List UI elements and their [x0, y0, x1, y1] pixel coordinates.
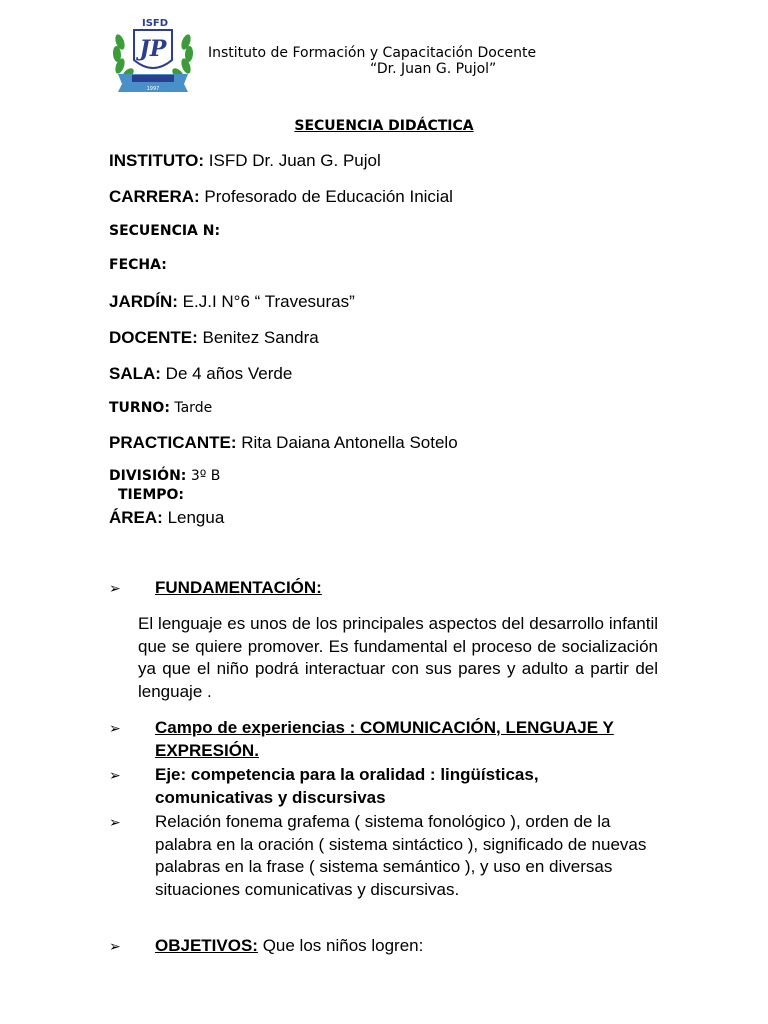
objetivos-text: Que los niños logren: [257, 936, 424, 955]
field-value: Profesorado de Educación Inicial [199, 187, 453, 206]
field-instituto [109, 151, 381, 171]
field-fecha [109, 257, 167, 273]
eje-text: Eje: competencia para la oralidad : lingüísticas, comunicativas y discursivas [155, 765, 539, 807]
isfd-logo [108, 14, 198, 96]
logo-monogram: JP [139, 36, 167, 62]
bullet-arrow-icon: ➢ [109, 767, 121, 783]
field-value: ISFD Dr. Juan G. Pujol [204, 151, 381, 170]
fundamentacion-text: El lenguaje es unos de los principales aspectos del desarrollo infantil que se quiere promover. Es fundamental el proceso de socialización ya que el niño podrá interactuar con sus pares y adulto a partir del lenguaje . [138, 614, 658, 701]
campo-experiencias: Campo de experiencias : COMUNICACIÓN, LENGUAJE Y EXPRESIÓN. [155, 718, 614, 760]
field-value: Benitez Sandra [197, 328, 319, 347]
field-sala [109, 364, 292, 384]
logo-title: ISFD [141, 18, 169, 29]
bullet-arrow-icon: ➢ [109, 938, 121, 954]
field-value: 3º B [186, 468, 221, 484]
field-label: ÁREA: [109, 508, 163, 527]
field-label: SALA: [109, 364, 161, 383]
field-label: JARDÍN: [109, 292, 178, 311]
field-secuencia [109, 223, 220, 239]
field-label: TURNO: [109, 400, 170, 416]
bullet-arrow-icon: ➢ [109, 580, 121, 596]
field-area [109, 508, 224, 528]
field-tiempo [118, 487, 184, 503]
field-value: Lengua [162, 508, 225, 527]
document-title: SECUENCIA DIDÁCTICA [294, 118, 474, 134]
objetivos-heading: OBJETIVOS: [155, 936, 258, 955]
field-practicante [109, 433, 458, 453]
field-label: TIEMPO: [118, 487, 185, 503]
field-label: DIVISIÓN: [109, 468, 187, 484]
relacion-text: Relación fonema grafema ( sistema fonológico ), orden de la palabra en la oración ( sistema sintáctico ), significado de nuevas palabras en la frase ( sistema semántico ), y uso en diversas situaciones comunicativas y discursivas. [155, 812, 647, 899]
bullet-arrow-icon: ➢ [109, 720, 121, 736]
institute-name-line2: “Dr. Juan G. Pujol” [370, 61, 497, 77]
field-value: De 4 años Verde [160, 364, 293, 383]
field-division [109, 468, 220, 484]
field-carrera [109, 187, 453, 207]
field-label: DOCENTE: [109, 328, 198, 347]
field-turno [109, 400, 212, 416]
field-label: CARRERA: [109, 187, 200, 206]
field-label: PRACTICANTE: [109, 433, 237, 452]
field-jardin [109, 292, 355, 312]
field-value: Rita Daiana Antonella Sotelo [236, 433, 458, 452]
institute-name-line1: Instituto de Formación y Capacitación Docente [208, 45, 537, 61]
field-value: E.J.I N°6 “ Travesuras” [177, 292, 355, 311]
field-value: Tarde [169, 400, 213, 416]
field-label: INSTITUTO: [109, 151, 205, 170]
logo-year: 1997 [146, 86, 160, 92]
bullet-arrow-icon: ➢ [109, 814, 121, 830]
field-label: FECHA: [109, 257, 167, 273]
field-docente [109, 328, 319, 348]
field-label: SECUENCIA N: [109, 223, 221, 239]
objetivos-line [155, 935, 660, 958]
fundamentacion-heading: FUNDAMENTACIÓN: [155, 578, 322, 597]
